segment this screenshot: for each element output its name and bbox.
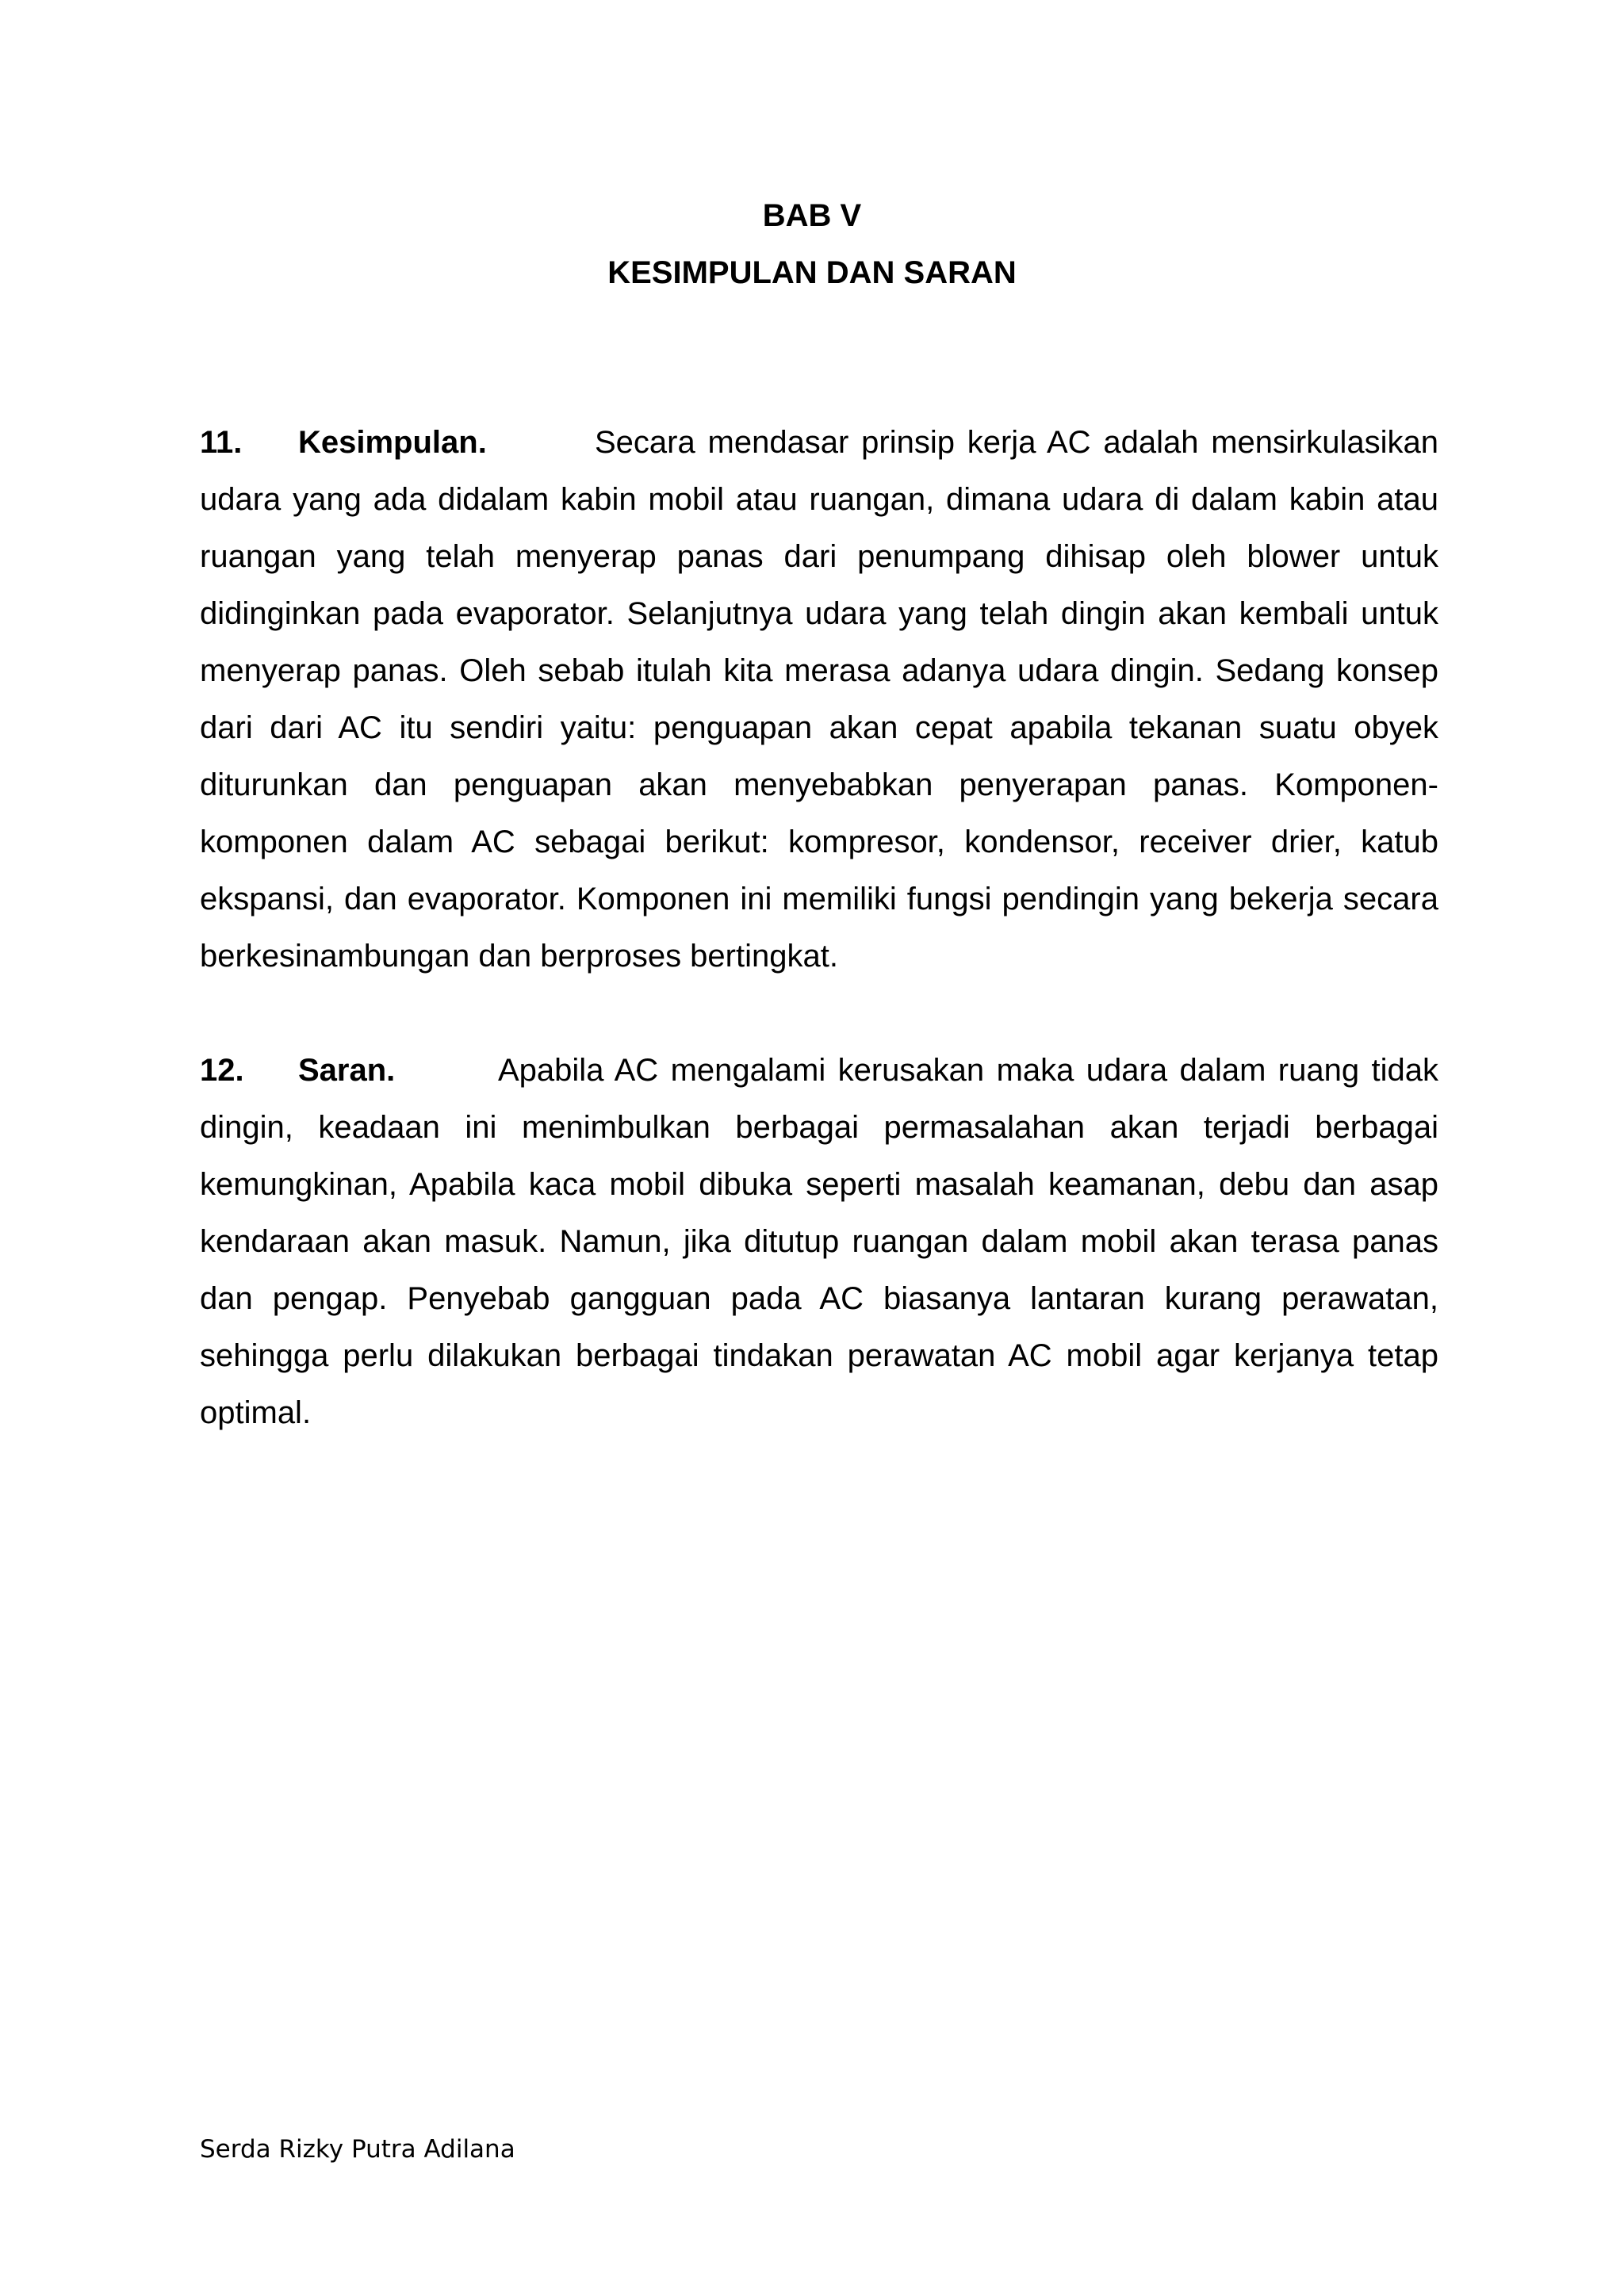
- section-kesimpulan: [200, 414, 1438, 985]
- footer-author: Serda Rizky Putra Adilana: [200, 2135, 515, 2164]
- section-number: 11.: [200, 425, 243, 460]
- section-number: 12.: [200, 1053, 244, 1088]
- chapter-label: BAB V: [762, 198, 862, 233]
- section-saran: [200, 1042, 1438, 1441]
- section-body: Secara mendasar prinsip kerja AC adalah mensirkulasikan udara yang ada didalam kabin mobil atau ruangan, dimana udara di dalam kabin atau ruangan yang telah menyerap panas dari penumpang dihisap oleh blower untuk didinginkan pada evaporator. Selanjutnya udara yang telah dingin akan kembali untuk menyerap panas. Oleh sebab itulah kita merasa adanya udara dingin. Sedang konsep dari dari AC itu sendiri yaitu: penguapan akan cepat apabila tekanan suatu obyek diturunkan dan penguapan akan menyebabkan penyerapan panas. Komponen-komponen dalam AC sebagai berikut: kompresor, kondensor, receiver drier, katub ekspansi, dan evaporator. Komponen ini memiliki fungsi pendingin yang bekerja secara berkesinambungan dan berproses bertingkat.: [200, 425, 1438, 974]
- section-title: Saran.: [298, 1053, 396, 1088]
- chapter-title: KESIMPULAN DAN SARAN: [607, 255, 1017, 290]
- section-title: Kesimpulan.: [298, 425, 487, 460]
- section-body: Apabila AC mengalami kerusakan maka udara dalam ruang tidak dingin, keadaan ini menimbulkan berbagai permasalahan akan terjadi berbagai kemungkinan, Apabila kaca mobil dibuka seperti masalah keamanan, debu dan asap kendaraan akan masuk. Namun, jika ditutup ruangan dalam mobil akan terasa panas dan pengap. Penyebab gangguan pada AC biasanya lantaran kurang perawatan, sehingga perlu dilakukan berbagai tindakan perawatan AC mobil agar kerjanya tetap optimal.: [200, 1053, 1438, 1430]
